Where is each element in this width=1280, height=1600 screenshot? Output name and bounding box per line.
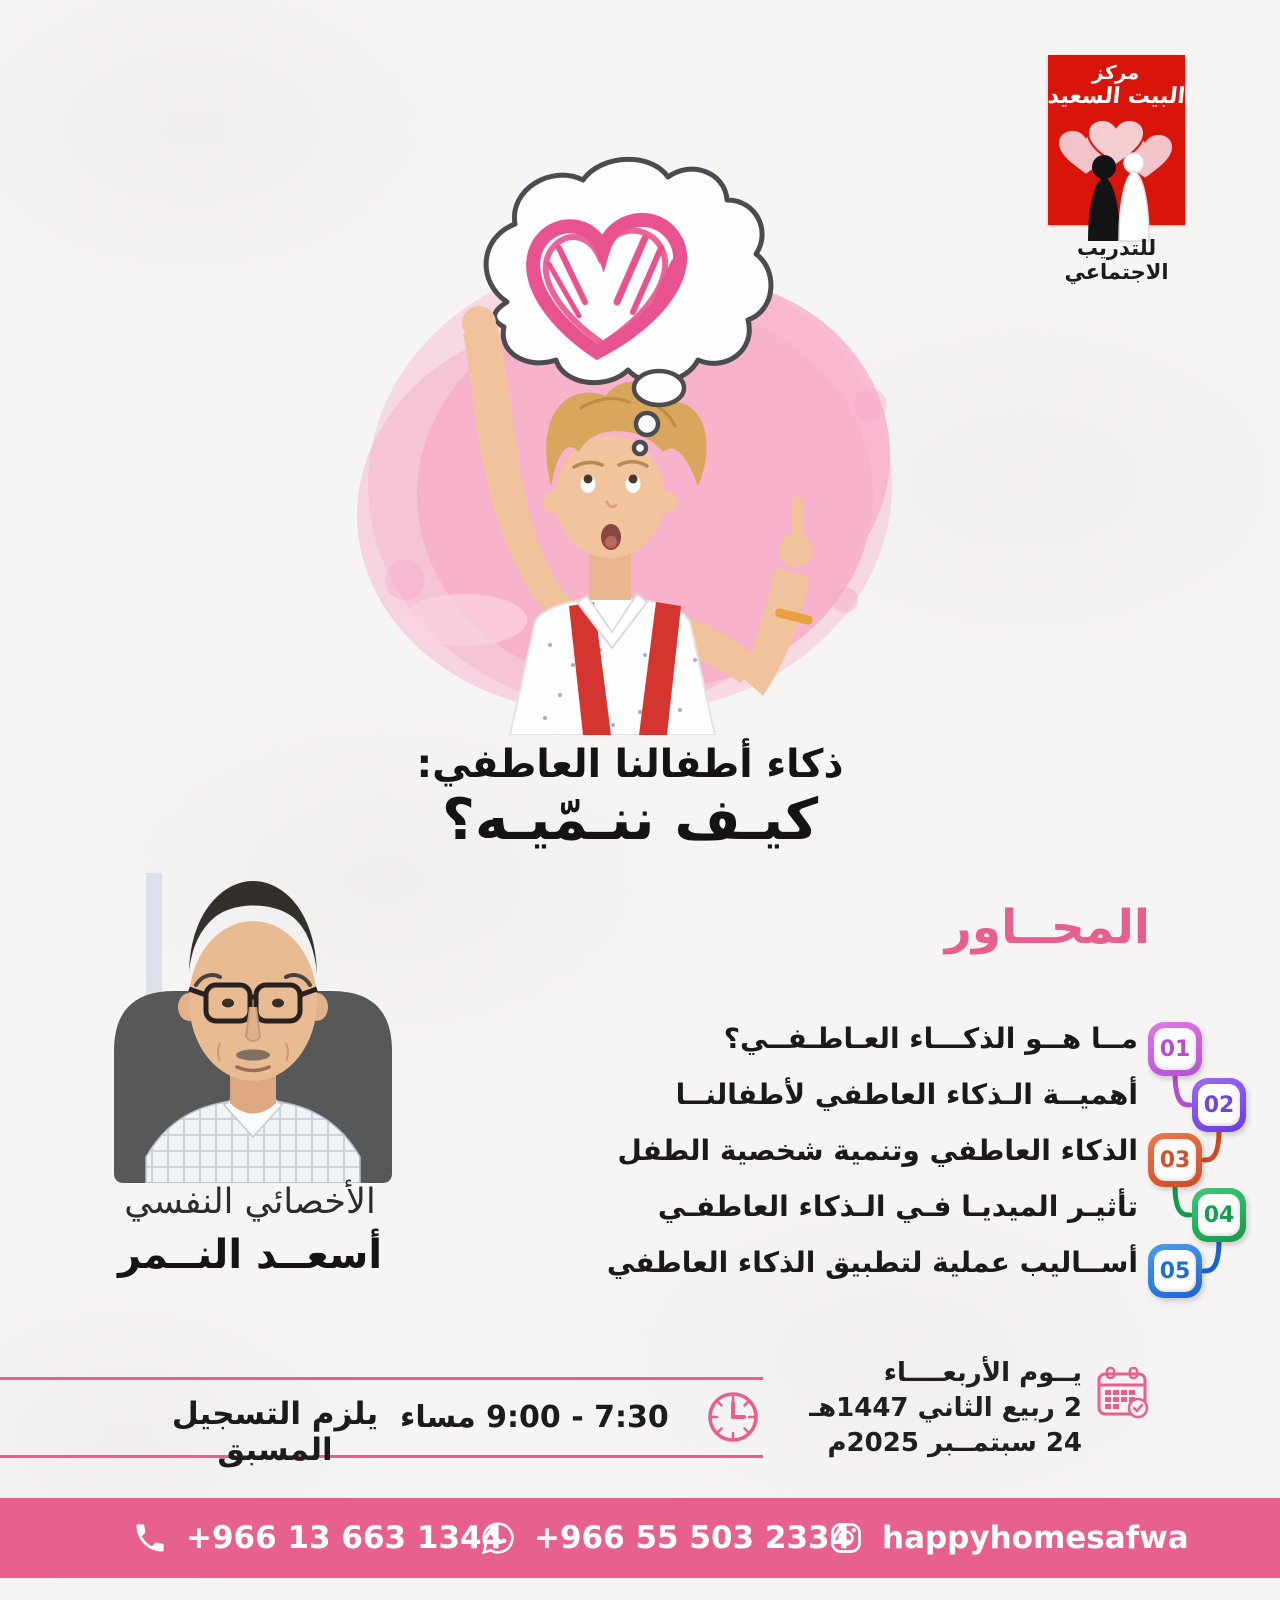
badge-05 [1148, 1244, 1202, 1298]
center-logo [1048, 55, 1185, 225]
list-item: تأثيـر الميديـا فـي الـذكاء العاطفـي [657, 1189, 1138, 1223]
badge-03 [1148, 1133, 1202, 1187]
badge-05-number: 05 [1154, 1250, 1196, 1292]
divider-line [0, 1377, 763, 1380]
event-time: 7:30 - 9:00 مساء [400, 1400, 669, 1435]
speaker-role: الأخصائي النفسي [124, 1182, 376, 1222]
clock-icon [706, 1390, 760, 1444]
topics-list [470, 1010, 1138, 1290]
topic-number-badges [1128, 1016, 1260, 1316]
speaker-photo [112, 855, 394, 1185]
instagram-handle: happyhomesafwa [882, 1520, 1189, 1556]
badge-03-number: 03 [1154, 1139, 1196, 1181]
badge-01-number: 01 [1154, 1028, 1196, 1070]
whatsapp-icon [480, 1520, 516, 1556]
instagram-contact[interactable] [828, 1498, 1189, 1578]
event-day: يــوم الأربعــــاء [883, 1358, 1082, 1388]
phone-number: +966 13 663 1344 [186, 1520, 504, 1556]
list-item: الذكاء العاطفي وتنمية شخصية الطفل [617, 1133, 1138, 1167]
list-item: أســاليب عملية لتطبيق الذكاء العاطفي [606, 1245, 1138, 1279]
event-title [300, 742, 960, 853]
event-hijri-date: 2 ربيع الثاني 1447هـ [809, 1393, 1082, 1423]
whatsapp-number: +966 55 503 2334 [534, 1520, 852, 1556]
logo-title-line2: البيت السعيد [1046, 84, 1187, 109]
whatsapp-contact[interactable] [480, 1498, 851, 1578]
event-title-line2: كيـف ننـمّيـه؟ [441, 787, 819, 853]
phone-icon [132, 1520, 168, 1556]
topics-heading: المحــاور [944, 900, 1150, 955]
logo-title-line1: مركز [1091, 62, 1141, 84]
contact-bar [0, 1498, 1280, 1578]
logo-subtitle: للتدريب الاجتماعي [1064, 236, 1169, 284]
badge-01 [1148, 1022, 1202, 1076]
speaker-name: أسعــد النــمر [117, 1232, 383, 1278]
list-item: أهميــة الـذكاء العاطفي لأطفالنــا [675, 1077, 1138, 1111]
calendar-icon [1094, 1364, 1152, 1422]
family-hearts-icon [1048, 115, 1185, 243]
event-title-line1: ذكاء أطفالنا العاطفي: [416, 742, 844, 787]
registration-note: يلزم التسجيل المسبق [171, 1396, 379, 1468]
woman-silhouette [1088, 155, 1120, 241]
event-date [782, 1356, 1082, 1461]
badge-02-number: 02 [1198, 1084, 1240, 1126]
badge-04 [1192, 1188, 1246, 1242]
boy-thinking-illustration [345, 150, 915, 735]
list-item: مــا هــو الذكـــاء العـاطـفــي؟ [723, 1021, 1138, 1055]
badge-02 [1192, 1078, 1246, 1132]
event-gregorian-date: 24 سبتمــبر 2025م [827, 1428, 1082, 1458]
badge-04-number: 04 [1198, 1194, 1240, 1236]
instagram-icon [828, 1520, 864, 1556]
phone-contact[interactable] [132, 1498, 503, 1578]
